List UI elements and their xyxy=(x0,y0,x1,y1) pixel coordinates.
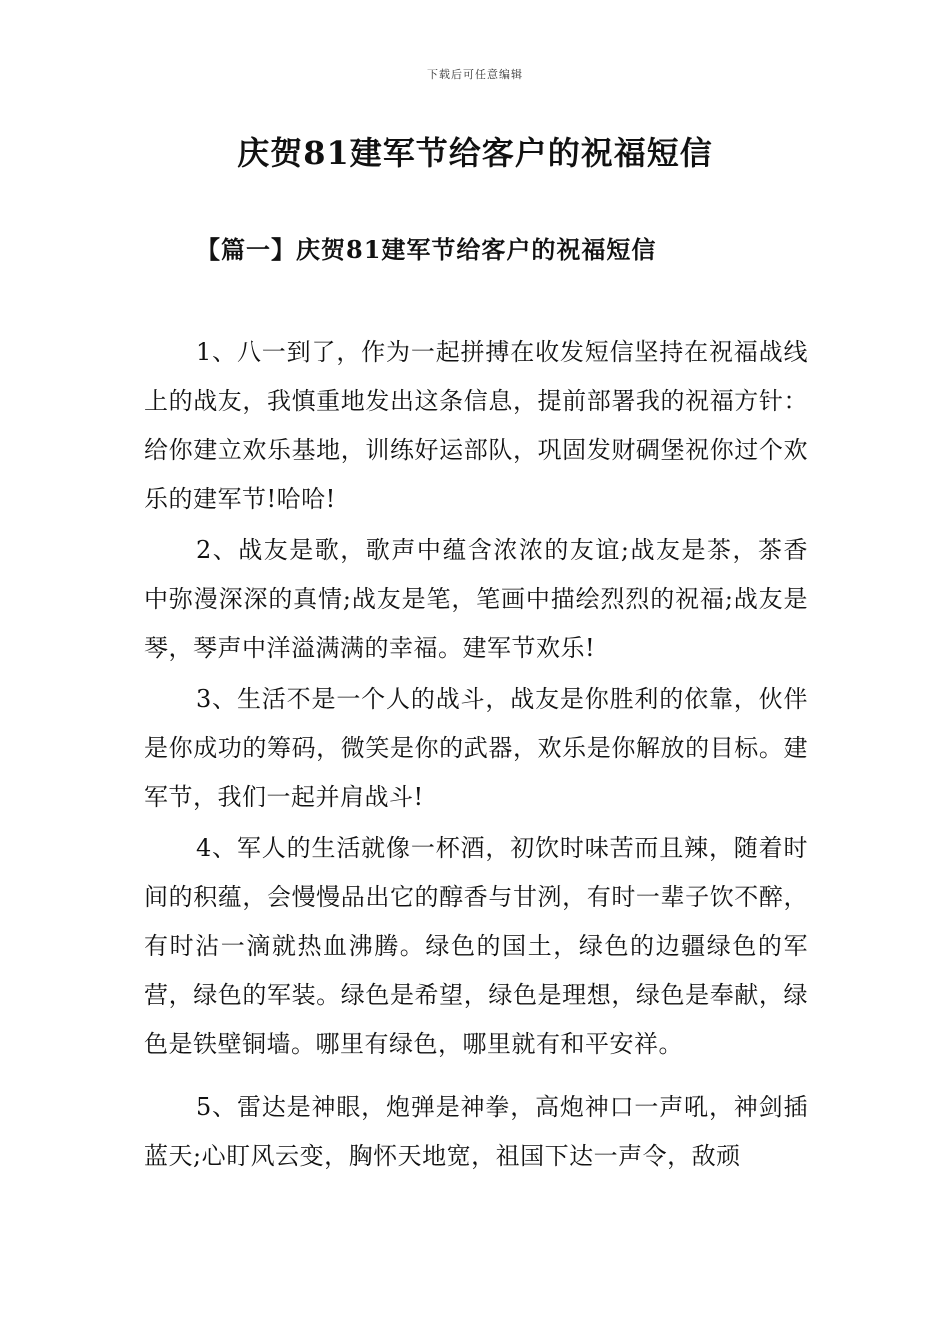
paragraph-3: 3、生活不是一个人的战斗，战友是你胜利的依靠，伙伴是你成功的筹码，微笑是你的武器，欢乐是你解放的目标。建军节，我们一起并肩战斗! xyxy=(144,685,808,811)
paragraph-4: 4、军人的生活就像一杯酒，初饮时味苦而且辣，随着时间的积蕴，会慢慢品出它的醇香与甘洌，有时一辈子饮不醉，有时沾一滴就热血沸腾。绿色的国土，绿色的边疆绿色的军营，绿色的军装。绿色是希望，绿色是理想，绿色是奉献，绿色是铁壁铜墙。哪里有绿色，哪里就有和平安祥。 xyxy=(144,834,808,1058)
paragraph-1: 1、八一到了，作为一起拼搏在收发短信坚持在祝福战线上的战友，我慎重地发出这条信息，提前部署我的祝福方针：给你建立欢乐基地，训练好运部队，巩固发财碉堡祝你过个欢乐的建军节!哈哈! xyxy=(144,338,808,513)
paragraph-2: 2、战友是歌，歌声中蕴含浓浓的友谊;战友是茶，茶香中弥漫深深的真情;战友是笔，笔画中描绘烈烈的祝福;战友是琴，琴声中洋溢满满的幸福。建军节欢乐! xyxy=(144,536,808,662)
paragraph-5: 5、雷达是神眼，炮弹是神拳，高炮神口一声吼，神剑插蓝天;心盯风云变，胸怀天地宽，祖国下达一声令，敌顽 xyxy=(144,1093,808,1170)
header-note: 下载后可任意编辑 xyxy=(427,68,523,81)
section-heading: 【篇一】庆贺81建军节给客户的祝福短信 xyxy=(196,235,657,264)
body-text xyxy=(144,328,808,1183)
document-title: 庆贺81建军节给客户的祝福短信 xyxy=(237,134,713,172)
